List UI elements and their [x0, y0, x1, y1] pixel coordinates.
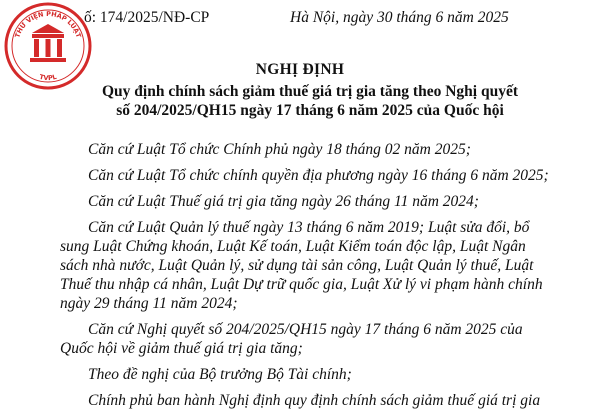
- svg-text:TVPL: TVPL: [38, 72, 58, 83]
- document-body: [60, 140, 600, 417]
- svg-text:THƯ VIỆN PHÁP LUẬT: THƯ VIỆN PHÁP LUẬT: [13, 9, 83, 39]
- subject-line-2: số 204/2025/QH15 ngày 17 tháng 6 năm 2025 của Quốc hội: [116, 102, 504, 119]
- preamble-paragraph-2: Căn cứ Luật Tổ chức chính quyền địa phương ngày 16 tháng 6 năm 2025;: [88, 167, 549, 184]
- document-subject: [60, 82, 560, 120]
- preamble-paragraph-5: Căn cứ Nghị quyết số 204/2025/QH15 ngày 17 tháng 6 năm 2025 của Quốc hội về giảm thuế giá trị gia tăng;: [60, 321, 523, 357]
- preamble-paragraph-1: Căn cứ Luật Tổ chức Chính phủ ngày 18 tháng 02 năm 2025;: [88, 141, 471, 158]
- preamble-paragraph-3: Căn cứ Luật Thuế giá trị gia tăng ngày 26 tháng 11 năm 2024;: [88, 193, 479, 210]
- preamble-paragraph-6: Theo đề nghị của Bộ trưởng Bộ Tài chính;: [88, 366, 352, 383]
- subject-line-1: Quy định chính sách giảm thuế giá trị gia tăng theo Nghị quyết: [102, 83, 518, 100]
- place-and-date: Hà Nội, ngày 30 tháng 6 năm 2025: [290, 9, 509, 26]
- enactment-paragraph: Chính phủ ban hành Nghị định quy định chính sách giảm thuế giá trị gia: [88, 392, 541, 409]
- document-type-heading: NGHỊ ĐỊNH: [255, 61, 345, 78]
- preamble-paragraph-4: Căn cứ Luật Quản lý thuế ngày 13 tháng 6 năm 2019; Luật sửa đổi, bổ sung Luật Chứng khoán, Luật Kế toán, Luật Kiểm toán độc lập, Luật Ngân sách nhà nước, Luật Quản lý, sử dụng tài sản công, Luật Quản lý thuế, Luật Thuế thu nhập cá nhân, Luật Dự trữ quốc gia, Luật Xử lý vi phạm hành chính ngày 29 tháng 11 năm 2024;: [60, 219, 543, 312]
- document-number: ố: 174/2025/NĐ-CP: [84, 9, 210, 26]
